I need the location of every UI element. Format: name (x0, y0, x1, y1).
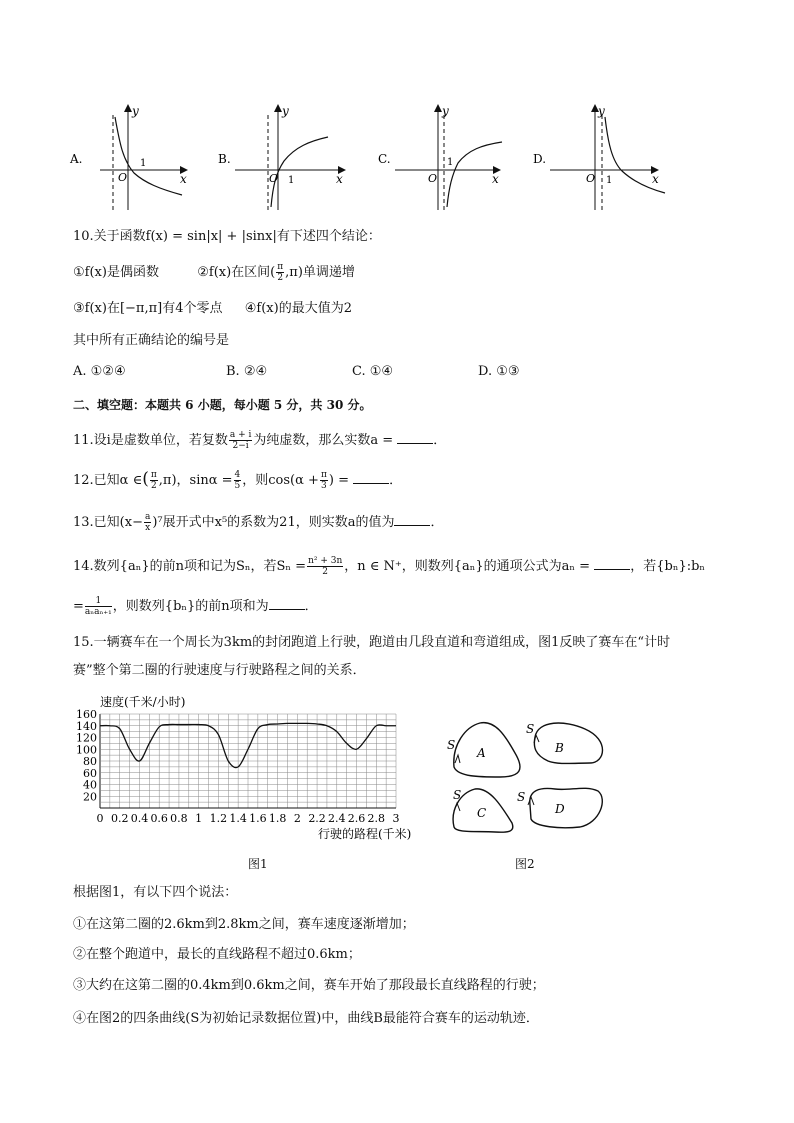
one-label: 1 (140, 158, 147, 169)
origin-label: O (269, 172, 279, 185)
track-d-label: D (555, 802, 565, 816)
one-label: 1 (447, 157, 454, 168)
y-tick-label: 60 (83, 766, 97, 780)
q14-frac: $\frac{\text{n² + 3n}}{2}$ (308, 556, 343, 577)
y-tick-label: 140 (76, 719, 97, 733)
q12-frac-pi3: $\frac{\pi}{3}$ (320, 470, 327, 491)
start-s-b: S (526, 722, 535, 736)
figure-2-tracks (440, 715, 620, 840)
q10-c3: ③f(x)在[−π,π]有4个零点 (73, 301, 223, 316)
q14-line1 (73, 556, 705, 577)
q12-answer-blank[interactable] (353, 471, 389, 484)
option-c-label: C. (378, 152, 391, 166)
graph-a (69, 104, 187, 210)
x-tick-label: 2.8 (367, 812, 386, 825)
y-label: y (132, 104, 139, 118)
q14-answer-blank-1[interactable] (594, 557, 630, 570)
x-tick-label: 1.8 (268, 812, 287, 825)
q15-statement-3: ③大约在这第二圈的0.4km到0.6km之间，赛车开始了那段最长直线路程的行驶； (73, 978, 545, 993)
y-tick-label: 120 (76, 731, 97, 745)
start-s-d: S (517, 790, 526, 804)
q15-line2: 赛”整个第二圈的行驶速度与行驶路程之间的关系． (73, 663, 366, 678)
y-tick-label: 160 (76, 708, 97, 721)
x-label: x (336, 172, 343, 186)
y-label: y (282, 104, 289, 118)
q12-text-c: ，则cos(α + (242, 473, 319, 488)
x-tick-label: 2 (293, 812, 301, 825)
x-tick-label: 0 (96, 812, 104, 825)
q15-statement-1: ①在这第二圈的2.6km到2.8km之间，赛车速度逐渐增加； (73, 917, 415, 932)
one-label: 1 (606, 175, 613, 186)
speed-distance-chart (68, 690, 438, 840)
x-tick-label: 2.6 (347, 812, 366, 825)
q15-statement-2: ②在整个跑道中，最长的直线路程不超过0.6km； (73, 947, 361, 962)
origin-label: O (428, 172, 438, 185)
q14-text-d: = (73, 599, 84, 614)
q15-intro: 根据图1，有以下四个说法： (73, 885, 238, 900)
q13-frac: $\frac{a}{x}$ (144, 512, 151, 533)
option-a-label: A. (70, 152, 83, 166)
q15-statement-4: ④在图2的四条曲线(S为初始记录数据位置)中，曲线B最能符合赛车的运动轨迹． (73, 1011, 539, 1026)
q11: 11.设i是虚数单位，若复数 $\frac{a + i}{2-i}$ 为纯虚数，那么实数a = ． (73, 430, 447, 451)
q10-c1: ①f(x)是偶函数 (73, 265, 159, 280)
q12-frac-45: $\frac{4}{5}$ (234, 470, 241, 491)
q10-c2-frac: $\frac{\pi}{2}$ (277, 262, 284, 283)
graph-b (218, 104, 345, 210)
q11-text-a: 11.设i是虚数单位，若复数 (73, 433, 228, 448)
start-s-c: S (453, 788, 462, 802)
q12-text-a: 12.已知α ∈ (73, 473, 143, 488)
x-tick-label: 0.4 (130, 812, 149, 825)
track-a (447, 723, 520, 777)
chart-grid (100, 714, 396, 808)
q10-choice-c[interactable]: C. ①④ (352, 364, 394, 379)
y-tick-label: 80 (83, 755, 97, 768)
q13-text-b: )⁷展开式中x⁵的系数为21，则实数a的值为 (152, 515, 395, 530)
y-tick-label: 40 (83, 778, 97, 792)
q13: 13.已知(x− $\frac{a}{x}$ )⁷展开式中x⁵的系数为21，则实数a的值为 ． (73, 512, 444, 533)
start-s-a: S (447, 738, 456, 752)
x-tick-label: 2.2 (308, 812, 326, 825)
x-tick-label: 1.4 (229, 812, 247, 825)
q14-text-b: ，n ∈ N⁺，则数列{aₙ}的通项公式为aₙ = (344, 559, 591, 574)
q13-answer-blank[interactable] (394, 513, 430, 526)
q10-choice-b[interactable]: B. ②④ (226, 364, 268, 379)
x-label: x (492, 172, 499, 186)
q14-line2: = $\frac{1}{\text{aₙaₙ₊₁}}$ ，则数列{bₙ}的前n项和为 ． (73, 596, 318, 617)
origin-label: O (118, 171, 128, 184)
option-d-label: D. (533, 152, 547, 166)
y-label: y (598, 104, 605, 118)
x-label: x (652, 172, 659, 186)
q10-choice-a[interactable]: A. ①②④ (73, 364, 126, 379)
q10-conclusions-row2 (73, 300, 352, 318)
x-tick-label: 0.2 (110, 812, 129, 825)
figure-1-caption: 图1 (248, 857, 268, 871)
x-tick-label: 0.6 (150, 812, 168, 825)
q10-prompt: 其中所有正确结论的编号是 (73, 333, 230, 348)
x-tick-label: 2.4 (328, 812, 346, 825)
graph-d (533, 104, 665, 210)
option-b-label: B. (218, 152, 231, 166)
x-axis-label: 行驶的路程(千米) (318, 827, 412, 840)
q13-text-a: 13.已知(x− (73, 515, 143, 530)
q11-answer-blank[interactable] (397, 431, 433, 444)
y-tick-label: 100 (76, 743, 97, 757)
one-label: 1 (288, 175, 295, 186)
origin-label: O (586, 172, 596, 185)
track-c (453, 788, 513, 832)
q12-text-d: ) = (328, 473, 349, 488)
q10-c4: ④f(x)的最大值为2 (244, 301, 352, 316)
x-tick-label: 0.8 (170, 812, 188, 825)
y-axis-label: 速度(千米/小时) (100, 695, 186, 709)
q14-text-c: ，若{bₙ}:bₙ (630, 559, 706, 574)
q9-graphs (60, 95, 680, 215)
q15-line1: 15.一辆赛车在一个周长为3km的封闭跑道上行驶，跑道由几段直道和弯道组成，图1反映了赛车在“计时 (73, 635, 671, 650)
y-tick-labels (76, 708, 97, 803)
track-b-label: B (555, 741, 564, 755)
x-tick-label: 1.2 (209, 812, 228, 825)
q11-frac: $\frac{a + i}{2-i}$ (229, 430, 252, 451)
q14-text-a: 14.数列{aₙ}的前n项和记为Sₙ，若Sₙ = (73, 559, 307, 574)
q11-text-b: 为纯虚数，那么实数a = (253, 433, 398, 448)
graph-c (378, 104, 502, 210)
q14-text-e: ，则数列{bₙ}的前n项和为 (112, 599, 269, 614)
q10-stem: 10.关于函数f(x) = sin|x| + |sinx|有下述四个结论： (73, 229, 381, 244)
track-c-label: C (477, 806, 487, 820)
q14-frac2: $\frac{1}{\text{aₙaₙ₊₁}}$ (84, 596, 112, 617)
x-tick-label: 1 (195, 812, 203, 825)
x-tick-label: 1.6 (249, 812, 267, 825)
x-tick-labels (97, 812, 400, 825)
q10-c2a: ②f(x)在区间( (197, 265, 276, 280)
y-label: y (442, 104, 449, 118)
x-label: x (180, 172, 187, 186)
track-d (517, 788, 602, 827)
q14-answer-blank-2[interactable] (269, 597, 305, 610)
q12-text-b: ,π)，sinα = (158, 473, 233, 488)
q12-frac-pi2: $\frac{\pi}{2}$ (150, 470, 157, 491)
track-b (526, 722, 603, 764)
q12: 12.已知α ∈( $\frac{\pi}{2}$ ,π)，sinα = $\frac{4}{5}$ ，则cos(α + $\frac{\pi}{3}$ ) = ． (73, 469, 403, 491)
q10-conclusions-row1 (73, 262, 355, 283)
figure-2-caption: 图2 (515, 857, 535, 871)
q10-c2b: ,π)单调递增 (285, 265, 355, 280)
track-a-label: A (477, 746, 486, 760)
y-tick-label: 20 (83, 790, 97, 804)
x-tick-label: 3 (392, 812, 400, 825)
section-2-heading: 二、填空题：本题共 6 小题，每小题 5 分，共 30 分。 (73, 398, 372, 412)
q10-choice-d[interactable]: D. ①③ (478, 364, 520, 379)
